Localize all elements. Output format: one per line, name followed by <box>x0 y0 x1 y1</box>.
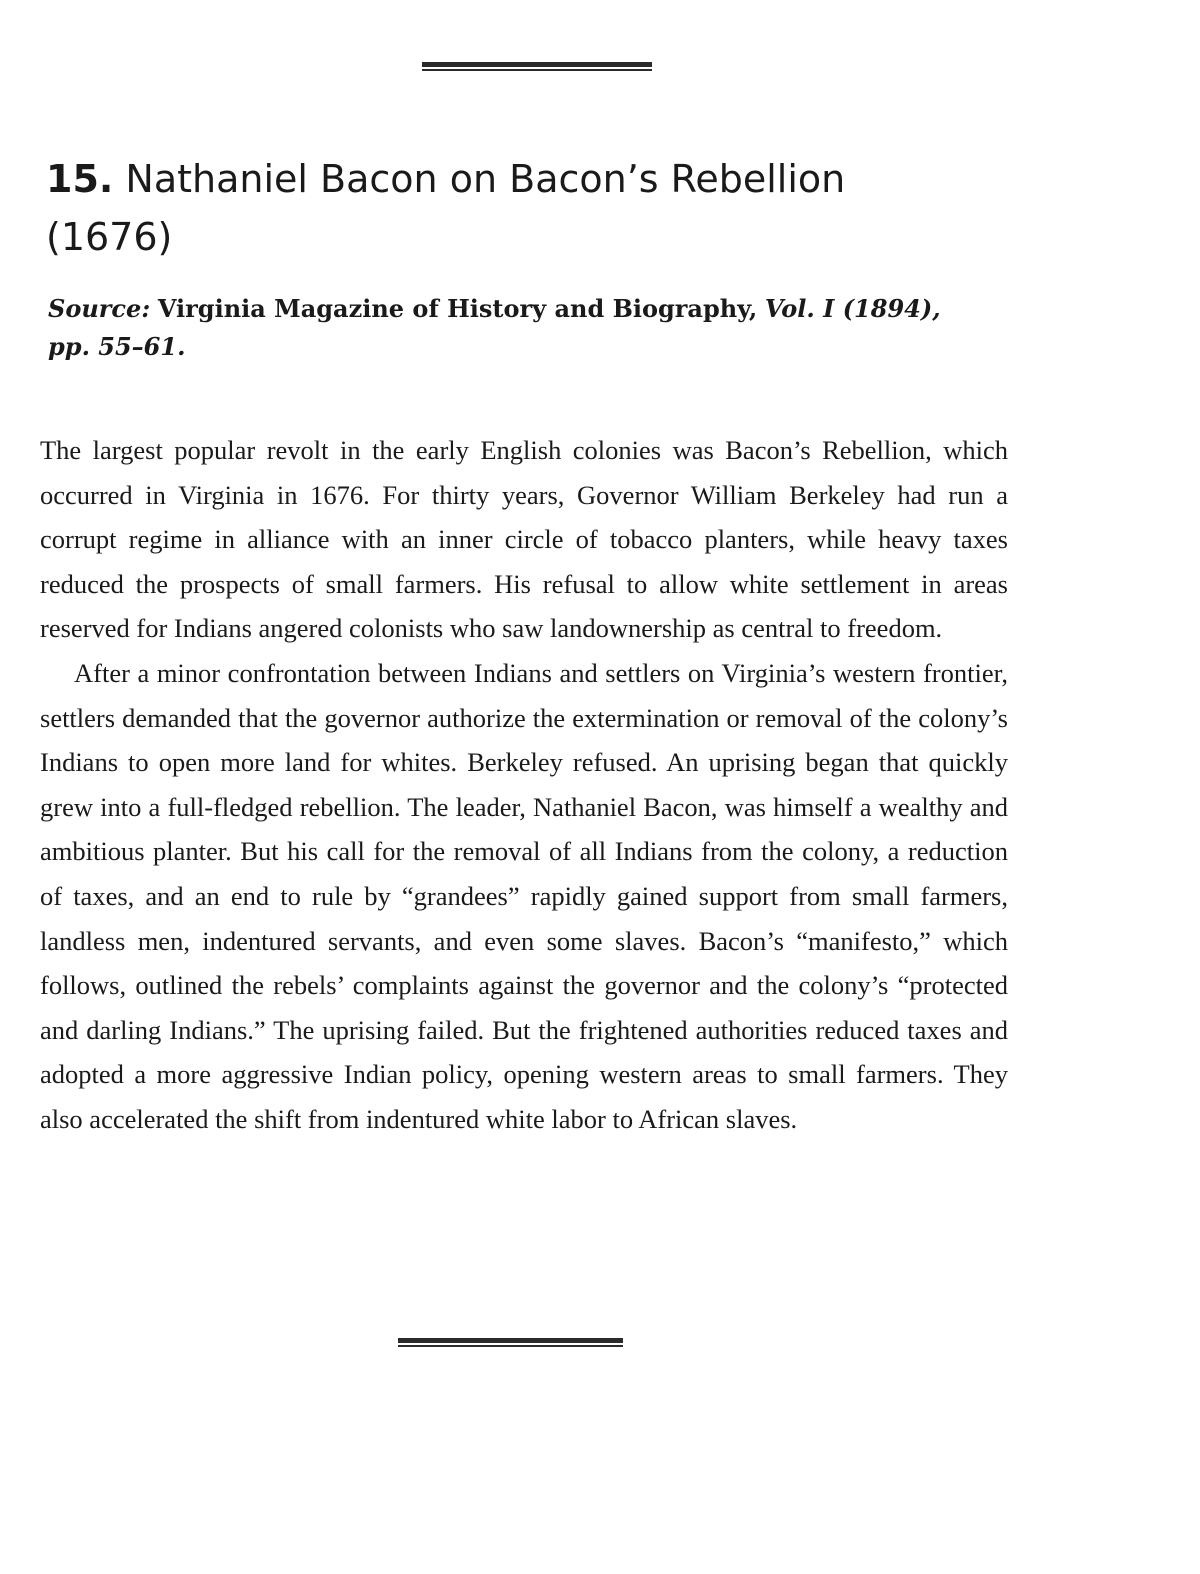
divider-thin-line <box>398 1345 623 1347</box>
paragraph-2: After a minor confrontation between Indians and settlers on Virginia’s western frontier, settlers demanded that the governor authorize the extermination or removal of the colony’s Indians to open more land for whites. Berkeley refused. An uprising began that quickly grew into a full-fledged rebellion. The leader, Nathaniel Bacon, was himself a wealthy and ambitious planter. But his call for the removal of all Indians from the colony, a reduction of taxes, and an end to rule by “grandees” rapidly gained support from small farmers, landless men, indentured servants, and even some slaves. Bacon’s “manifesto,” which follows, outlined the rebels’ complaints against the governor and the colony’s “protected and darling Indians.” The uprising failed. But the frightened authorities reduced taxes and adopted a more aggressive Indian policy, opening western areas to small farmers. They also accelerated the shift from indentured white labor to African slaves. <box>40 657 1008 1134</box>
heading-title: Nathaniel Bacon on Bacon’s Rebellion (1676) <box>46 157 846 259</box>
divider-thin-line <box>422 69 652 71</box>
bottom-divider-rule <box>398 1338 623 1348</box>
source-citation <box>48 290 968 366</box>
document-heading <box>46 150 946 266</box>
source-volume: Vol. I (1894), pp. 55–61. <box>48 294 941 361</box>
source-label: Source: <box>48 294 151 323</box>
introduction-text <box>40 428 1008 1142</box>
divider-thick-line <box>398 1338 623 1343</box>
divider-thick-line <box>422 62 652 67</box>
heading-number: 15. <box>46 157 114 201</box>
source-publication: Virginia Magazine of History and Biography, <box>157 294 758 323</box>
top-divider-rule <box>422 62 652 72</box>
paragraph-1: The largest popular revolt in the early English colonies was Bacon’s Rebellion, which occurred in Virginia in 1676. For thirty years, Governor William Berkeley had run a corrupt regime in alliance with an inner circle of tobacco planters, while heavy taxes reduced the prospects of small farmers. His refusal to allow white settlement in areas reserved for Indians angered colonists who saw landownership as central to freedom. <box>40 435 1008 644</box>
